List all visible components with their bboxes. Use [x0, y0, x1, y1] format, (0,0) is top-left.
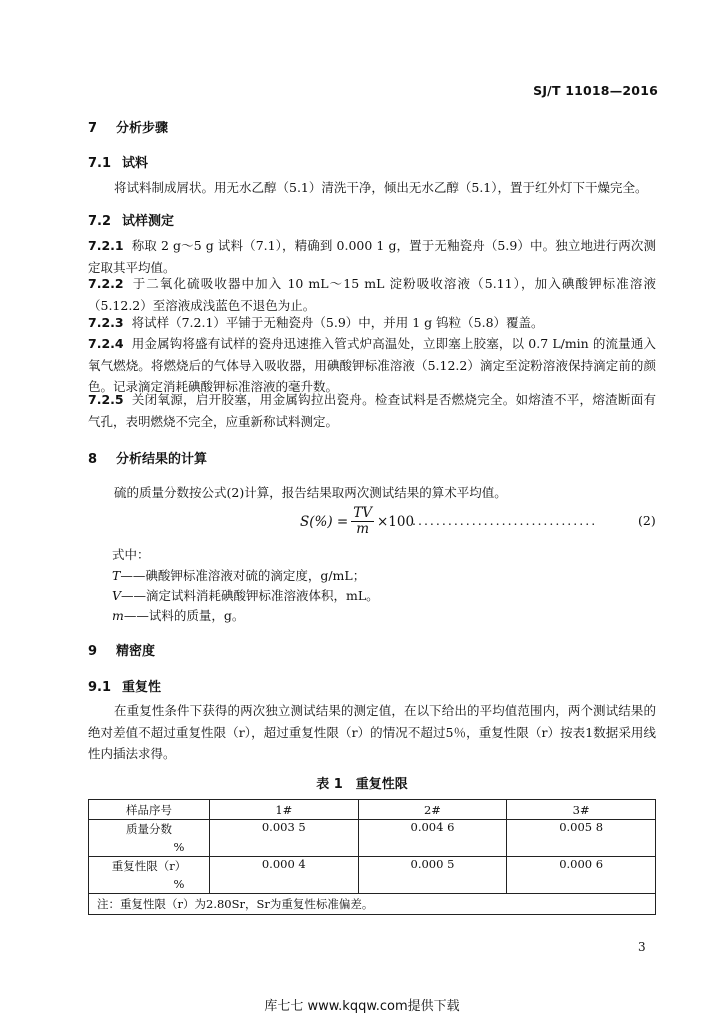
section-number: 8 — [88, 452, 98, 467]
repeatability-table — [88, 799, 656, 915]
step-7-2-4 — [88, 333, 656, 398]
download-footer: 库七七 www.kqqw.com提供下载 — [264, 999, 460, 1014]
formula-2 — [300, 506, 414, 537]
where-label: 式中： — [112, 547, 150, 562]
table-cell: 0.000 6 — [507, 857, 656, 894]
row-label — [89, 857, 210, 894]
table-header-cell: 样品序号 — [89, 800, 210, 820]
section-7-2-heading — [88, 210, 174, 229]
formula-fraction — [351, 506, 374, 537]
var-t — [112, 566, 365, 584]
step-text: 称取 2 g～5 g 试料（7.1），精确到 0.000 1 g，置于无釉瓷舟（5.9）中。独立地进行两次测定取其平均值。 — [88, 238, 656, 275]
formula-denominator: m — [356, 521, 369, 537]
var-m — [112, 606, 244, 624]
var-description: ——碘酸钾标准溶液对硫的滴定度，g/mL； — [120, 568, 366, 583]
section-number: 7 — [88, 121, 98, 136]
table-cell: 0.000 5 — [358, 857, 507, 894]
standard-code: SJ/T 11018—2016 — [533, 83, 658, 98]
table-header-cell: 2# — [358, 800, 507, 820]
formula-number: (2) — [638, 513, 656, 528]
section-title: 分析步骤 — [116, 121, 169, 136]
section-9-1-text: 在重复性条件下获得的两次独立测试结果的测定值，在以下给出的平均值范围内，两个测试结果的绝对差值不超过重复性限（r），超过重复性限（r）的情况不超过5％，重复性限（r）按表1数据采用线性内插法求得。 — [88, 703, 656, 761]
step-text: 用金属钩将盛有试样的瓷舟迅速推入管式炉高温处，立即塞上胶塞，以 0.7 L/min 的流量通入氧气燃烧。将燃烧后的气体导入吸收器，用碘酸钾标准溶液（5.12.2）滴定至淀粉溶液保持滴定前的颜色。记录滴定消耗碘酸钾标准溶液的毫升数。 — [88, 336, 656, 394]
section-8-heading — [88, 448, 207, 467]
section-title: 试料 — [122, 156, 149, 171]
section-number: 7.1 — [88, 156, 112, 171]
step-text: 将试样（7.2.1）平铺于无釉瓷舟（5.9）中，并用 1 g 钨粒（5.8）覆盖。 — [131, 315, 544, 330]
section-title: 分析结果的计算 — [116, 452, 208, 467]
step-number: 7.2.1 — [88, 238, 124, 253]
var-v — [112, 586, 379, 604]
section-8-intro: 硫的质量分数按公式(2)计算，报告结果取两次测试结果的算术平均值。 — [114, 485, 507, 500]
var-description: ——滴定试料消耗碘酸钾标准溶液体积，mL。 — [121, 588, 379, 603]
section-number: 7.2 — [88, 214, 112, 229]
step-7-2-5 — [88, 389, 656, 432]
row-label-line: 质量分数 — [126, 822, 172, 836]
table-header-cell: 3# — [507, 800, 656, 820]
table-note: 注：重复性限（r）为2.80Sr，Sr为重复性标准偏差。 — [89, 894, 656, 915]
row-label-unit: % — [173, 877, 185, 891]
section-9-heading — [88, 640, 155, 659]
section-9-1-heading — [88, 676, 161, 695]
row-label-line: 重复性限（r） — [111, 859, 187, 873]
section-7-1-heading — [88, 152, 148, 171]
table-row — [89, 820, 656, 857]
var-symbol: V — [112, 588, 122, 603]
table-header-row — [89, 800, 656, 820]
var-symbol: T — [112, 568, 121, 583]
step-number: 7.2.4 — [88, 336, 124, 351]
formula-lhs: S(%) = — [300, 513, 349, 530]
table-caption: 表 1 重复性限 — [316, 777, 408, 792]
section-number: 9 — [88, 644, 98, 659]
step-text: 于二氧化硫吸收器中加入 10 mL～15 mL 淀粉吸收溶液（5.11），加入碘酸钾标准溶液（5.12.2）至溶液成浅蓝色不退色为止。 — [88, 276, 656, 313]
table-cell: 0.000 4 — [210, 857, 359, 894]
step-7-2-3 — [88, 312, 656, 334]
table-note-row — [89, 894, 656, 915]
page-number: 3 — [638, 940, 646, 954]
step-number: 7.2.5 — [88, 392, 124, 407]
section-title: 精密度 — [116, 644, 156, 659]
var-description: ——试料的质量，g。 — [123, 608, 245, 623]
section-title: 重复性 — [122, 680, 162, 695]
row-label — [89, 820, 210, 857]
step-number: 7.2.3 — [88, 315, 124, 330]
section-7-heading — [88, 117, 168, 136]
table-cell: 0.004 6 — [358, 820, 507, 857]
section-7-1-text: 将试料制成屑状。用无水乙醇（5.1）清洗干净，倾出无水乙醇（5.1），置于红外灯下干燥完全。 — [114, 180, 648, 195]
table-cell: 0.005 8 — [507, 820, 656, 857]
step-text: 关闭氧源，启开胶塞，用金属钩拉出瓷舟。检查试料是否燃烧完全。如熔渣不平，熔渣断面有气孔，表明燃烧不完全，应重新称试料测定。 — [88, 392, 656, 429]
var-symbol: m — [112, 608, 124, 623]
formula-tail: ×100 — [376, 513, 415, 530]
row-label-unit: % — [173, 840, 185, 854]
section-number: 9.1 — [88, 680, 112, 695]
step-7-2-2 — [88, 273, 656, 316]
table-cell: 0.003 5 — [210, 820, 359, 857]
formula-numerator: TV — [353, 505, 372, 521]
step-number: 7.2.2 — [88, 276, 124, 291]
table-row — [89, 857, 656, 894]
table-header-cell: 1# — [210, 800, 359, 820]
section-title: 试样测定 — [122, 214, 175, 229]
formula-dots: ............................... — [412, 513, 598, 528]
step-7-2-1 — [88, 235, 656, 278]
